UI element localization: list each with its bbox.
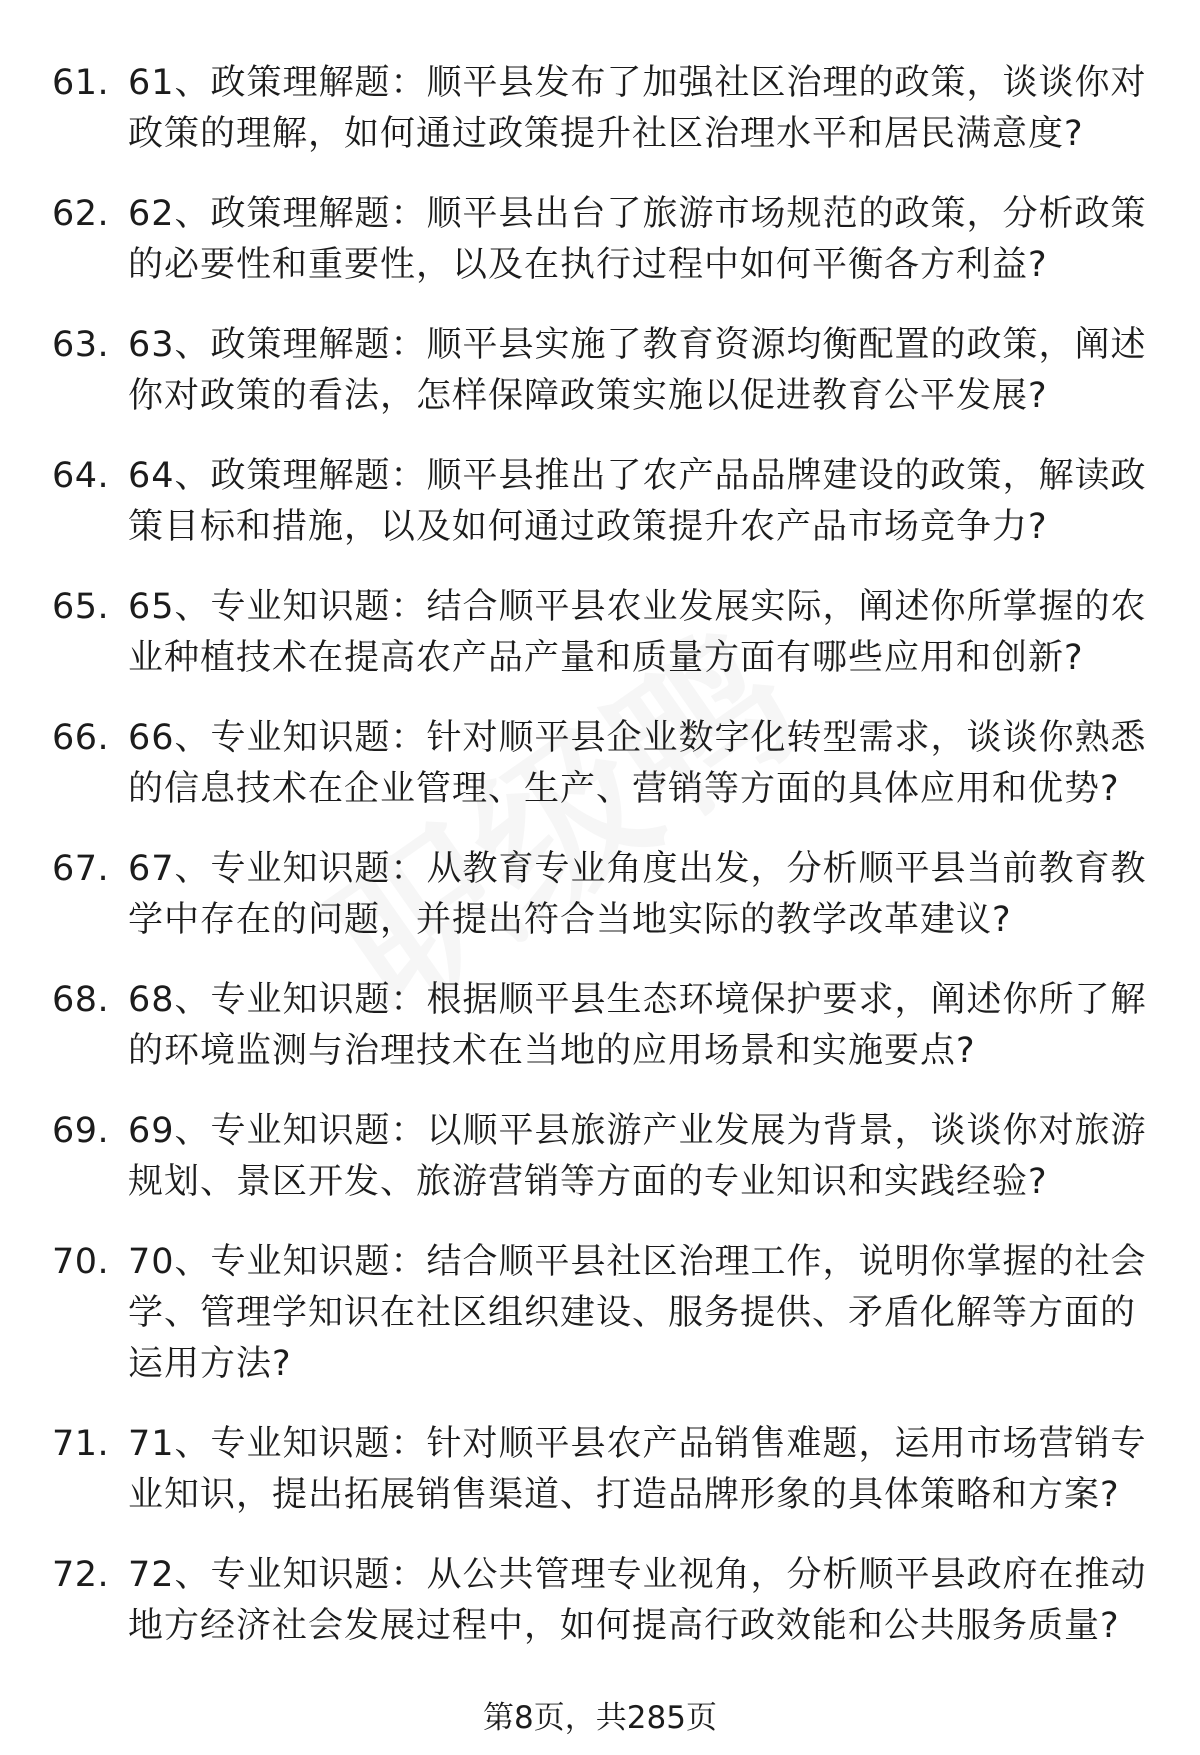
question-number: 63. bbox=[52, 325, 110, 365]
question-item-70 bbox=[52, 1237, 1162, 1390]
question-text: 62、政策理解题：顺平县出台了旅游市场规范的政策，分析政策的必要性和重要性，以及在执行过程中如何平衡各方利益? bbox=[128, 194, 1147, 285]
question-item-71 bbox=[52, 1419, 1162, 1521]
question-item-62 bbox=[52, 189, 1162, 291]
question-text: 72、专业知识题：从公共管理专业视角，分析顺平县政府在推动地方经济社会发展过程中，如何提高行政效能和公共服务质量? bbox=[128, 1555, 1147, 1646]
question-item-69 bbox=[52, 1106, 1162, 1208]
question-text: 70、专业知识题：结合顺平县社区治理工作，说明你掌握的社会学、管理学知识在社区组织建设、服务提供、矛盾化解等方面的运用方法? bbox=[128, 1242, 1147, 1384]
question-number: 71. bbox=[52, 1424, 110, 1464]
question-text: 64、政策理解题：顺平县推出了农产品品牌建设的政策，解读政策目标和措施，以及如何通过政策提升农产品市场竞争力? bbox=[128, 456, 1147, 547]
question-number: 68. bbox=[52, 980, 110, 1020]
question-number: 61. bbox=[52, 63, 110, 103]
question-number: 67. bbox=[52, 849, 110, 889]
question-text: 71、专业知识题：针对顺平县农产品销售难题，运用市场营销专业知识，提出拓展销售渠道、打造品牌形象的具体策略和方案? bbox=[128, 1424, 1147, 1515]
question-item-64 bbox=[52, 451, 1162, 553]
question-list bbox=[52, 58, 1162, 1681]
question-item-61 bbox=[52, 58, 1162, 160]
question-text: 66、专业知识题：针对顺平县企业数字化转型需求，谈谈你熟悉的信息技术在企业管理、生产、营销等方面的具体应用和优势? bbox=[128, 718, 1147, 809]
question-text: 61、政策理解题：顺平县发布了加强社区治理的政策，谈谈你对政策的理解，如何通过政策提升社区治理水平和居民满意度? bbox=[128, 63, 1147, 154]
question-text: 67、专业知识题：从教育专业角度出发，分析顺平县当前教育教学中存在的问题，并提出符合当地实际的教学改革建议? bbox=[128, 849, 1147, 940]
question-item-68 bbox=[52, 975, 1162, 1077]
question-text: 69、专业知识题：以顺平县旅游产业发展为背景，谈谈你对旅游规划、景区开发、旅游营销等方面的专业知识和实践经验? bbox=[128, 1111, 1147, 1202]
question-item-65 bbox=[52, 582, 1162, 684]
question-item-66 bbox=[52, 713, 1162, 815]
question-number: 66. bbox=[52, 718, 110, 758]
question-item-67 bbox=[52, 844, 1162, 946]
question-number: 62. bbox=[52, 194, 110, 234]
page-footer: 第8页，共285页 bbox=[483, 1700, 717, 1736]
question-text: 63、政策理解题：顺平县实施了教育资源均衡配置的政策，阐述你对政策的看法，怎样保障政策实施以促进教育公平发展? bbox=[128, 325, 1147, 416]
question-text: 65、专业知识题：结合顺平县农业发展实际，阐述你所掌握的农业种植技术在提高农产品产量和质量方面有哪些应用和创新? bbox=[128, 587, 1147, 678]
question-text: 68、专业知识题：根据顺平县生态环境保护要求，阐述你所了解的环境监测与治理技术在当地的应用场景和实施要点? bbox=[128, 980, 1147, 1071]
question-number: 69. bbox=[52, 1111, 110, 1151]
question-number: 64. bbox=[52, 456, 110, 496]
question-number: 72. bbox=[52, 1555, 110, 1595]
question-number: 65. bbox=[52, 587, 110, 627]
question-item-72 bbox=[52, 1550, 1162, 1652]
question-item-63 bbox=[52, 320, 1162, 422]
question-number: 70. bbox=[52, 1242, 110, 1282]
